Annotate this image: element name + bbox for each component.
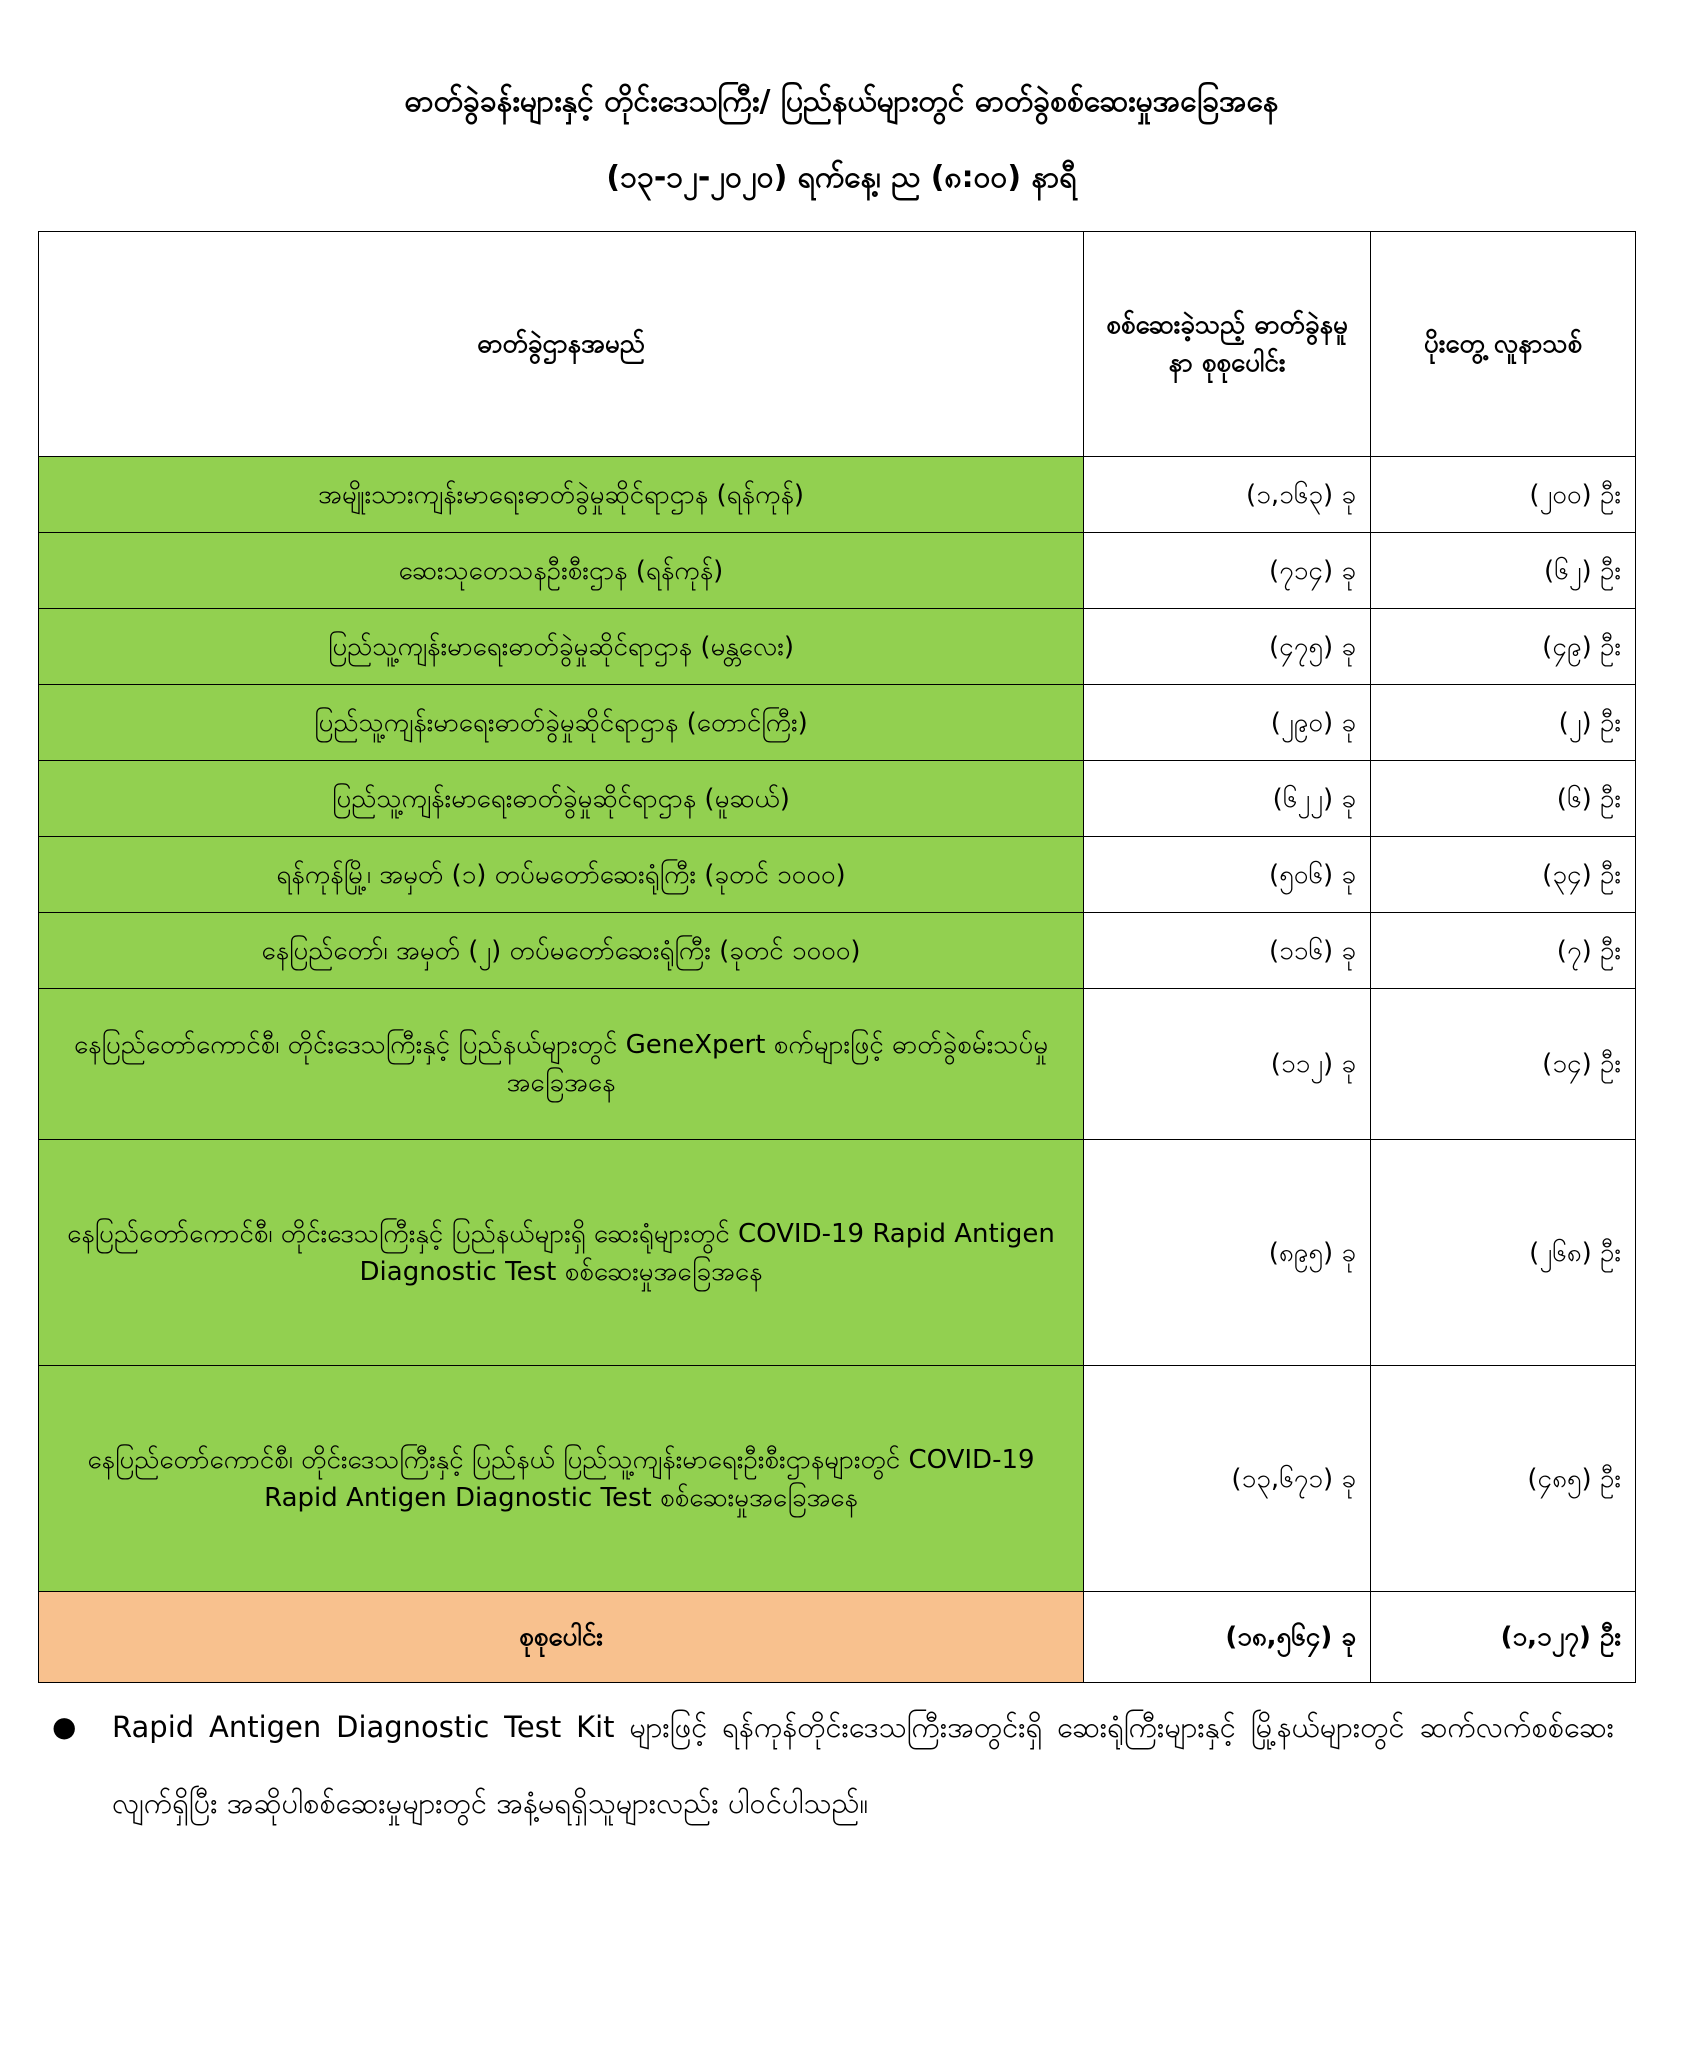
positive-cell: (၆) ဦး: [1371, 761, 1636, 837]
positive-cell: (၄၈၅) ဦး: [1371, 1366, 1636, 1592]
table-row: [39, 913, 1636, 989]
positive-cell: (၆၂) ဦး: [1371, 533, 1636, 609]
table-row: [39, 989, 1636, 1140]
tested-cell: (၇၁၄) ခု: [1084, 533, 1371, 609]
tested-cell: (၁,၁၆၃) ခု: [1084, 457, 1371, 533]
tested-cell: (၄၇၅) ခု: [1084, 609, 1371, 685]
page-title: ဓာတ်ခွဲခန်းများနှင့် တိုင်းဒေသကြီး/ ပြည်နယ်များတွင် ဓာတ်ခွဲစစ်ဆေးမှုအခြေအနေ: [404, 84, 1279, 119]
table-row: [39, 837, 1636, 913]
tested-cell: (၈၉၅) ခု: [1084, 1140, 1371, 1366]
footnote: [52, 1689, 1614, 1841]
table-row: [39, 457, 1636, 533]
positive-cell: (၂) ဦး: [1371, 685, 1636, 761]
footnote-text: Rapid Antigen Diagnostic Test Kit များဖြင့် ရန်ကုန်တိုင်းဒေသကြီးအတွင်းရှိ ဆေးရုံကြီးများနှင့် မြို့နယ်များတွင် ဆက်လက်စစ်ဆေးလျက်ရှိပြီး အဆိုပါစစ်ဆေးမှုများတွင် အနံ့မရရှိသူများလည်း ပါဝင်ပါသည်။: [112, 1710, 1614, 1820]
tested-cell: (၆၂၂) ခု: [1084, 761, 1371, 837]
tested-cell: (၁၁၂) ခု: [1084, 989, 1371, 1140]
lab-name-cell: နေပြည်တော်ကောင်စီ၊ တိုင်းဒေသကြီးနှင့် ပြည်နယ်များရှိ ဆေးရုံများတွင် COVID-19 Rapid Antigen Diagnostic Test စစ်ဆေးမှုအခြေအနေ: [39, 1140, 1084, 1366]
table-row: [39, 533, 1636, 609]
positive-cell: (၁၄) ဦး: [1371, 989, 1636, 1140]
lab-name-cell: ပြည်သူ့ကျန်းမာရေးဓာတ်ခွဲမှုဆိုင်ရာဌာန (မူဆယ်): [39, 761, 1084, 837]
lab-name-cell: ပြည်သူ့ကျန်းမာရေးဓာတ်ခွဲမှုဆိုင်ရာဌာန (တောင်ကြီး): [39, 685, 1084, 761]
lab-name-cell: အမျိုးသားကျန်းမာရေးဓာတ်ခွဲမှုဆိုင်ရာဌာန (ရန်ကုန်): [39, 457, 1084, 533]
tested-cell: (၂၉၀) ခု: [1084, 685, 1371, 761]
lab-name-cell: ပြည်သူ့ကျန်းမာရေးဓာတ်ခွဲမှုဆိုင်ရာဌာန (မန္တလေး): [39, 609, 1084, 685]
positive-cell: (၇) ဦး: [1371, 913, 1636, 989]
lab-name-cell: နေပြည်တော်ကောင်စီ၊ တိုင်းဒေသကြီးနှင့် ပြည်နယ် ပြည်သူ့ကျန်းမာရေးဦးစီးဌာနများတွင် COVID-19 Rapid Antigen Diagnostic Test စစ်ဆေးမှုအခြေအနေ: [39, 1366, 1084, 1592]
bullet-icon: ●: [52, 1710, 77, 1743]
tested-cell: (၅၀၆) ခု: [1084, 837, 1371, 913]
header-lab-name: ဓာတ်ခွဲဌာနအမည်: [39, 232, 1084, 457]
total-label-cell: စုစုပေါင်း: [39, 1592, 1084, 1683]
tested-cell: (၁၃,၆၇၁) ခု: [1084, 1366, 1371, 1592]
lab-name-cell: နေပြည်တော်ကောင်စီ၊ တိုင်းဒေသကြီးနှင့် ပြည်နယ်များတွင် GeneXpert စက်များဖြင့် ဓာတ်ခွဲစမ်းသပ်မှုအခြေအနေ: [39, 989, 1084, 1140]
total-tested-cell: (၁၈,၅၆၄) ခု: [1084, 1592, 1371, 1683]
lab-testing-table: [38, 231, 1636, 1683]
positive-cell: (၄၉) ဦး: [1371, 609, 1636, 685]
lab-name-cell: နေပြည်တော်၊ အမှတ် (၂) တပ်မတော်ဆေးရုံကြီး (ခုတင် ၁၀၀၀): [39, 913, 1084, 989]
lab-name-cell: ရန်ကုန်မြို့၊ အမှတ် (၁) တပ်မတော်ဆေးရုံကြီး (ခုတင် ၁၀၀၀): [39, 837, 1084, 913]
tested-cell: (၁၁၆) ခု: [1084, 913, 1371, 989]
table-row: [39, 685, 1636, 761]
table-header-row: [39, 232, 1636, 457]
table-total-row: [39, 1592, 1636, 1683]
positive-cell: (၂၆၈) ဦး: [1371, 1140, 1636, 1366]
header-tested-total: စစ်ဆေးခဲ့သည့် ဓာတ်ခွဲနမူနာ စုစုပေါင်း: [1084, 232, 1371, 457]
positive-cell: (၃၄) ဦး: [1371, 837, 1636, 913]
total-positive-cell: (၁,၁၂၇) ဦး: [1371, 1592, 1636, 1683]
positive-cell: (၂၀၀) ဦး: [1371, 457, 1636, 533]
table-row: [39, 1366, 1636, 1592]
table-row: [39, 609, 1636, 685]
lab-name-cell: ဆေးသုတေသနဦးစီးဌာန (ရန်ကုန်): [39, 533, 1084, 609]
header-new-positive: ပိုးတွေ့ လူနာသစ်: [1371, 232, 1636, 457]
page-subtitle-date: (၁၃-၁၂-၂၀၂၀) ရက်နေ့၊ ည (၈:၀၀) နာရီ: [606, 160, 1077, 195]
table-row: [39, 761, 1636, 837]
table-row: [39, 1140, 1636, 1366]
